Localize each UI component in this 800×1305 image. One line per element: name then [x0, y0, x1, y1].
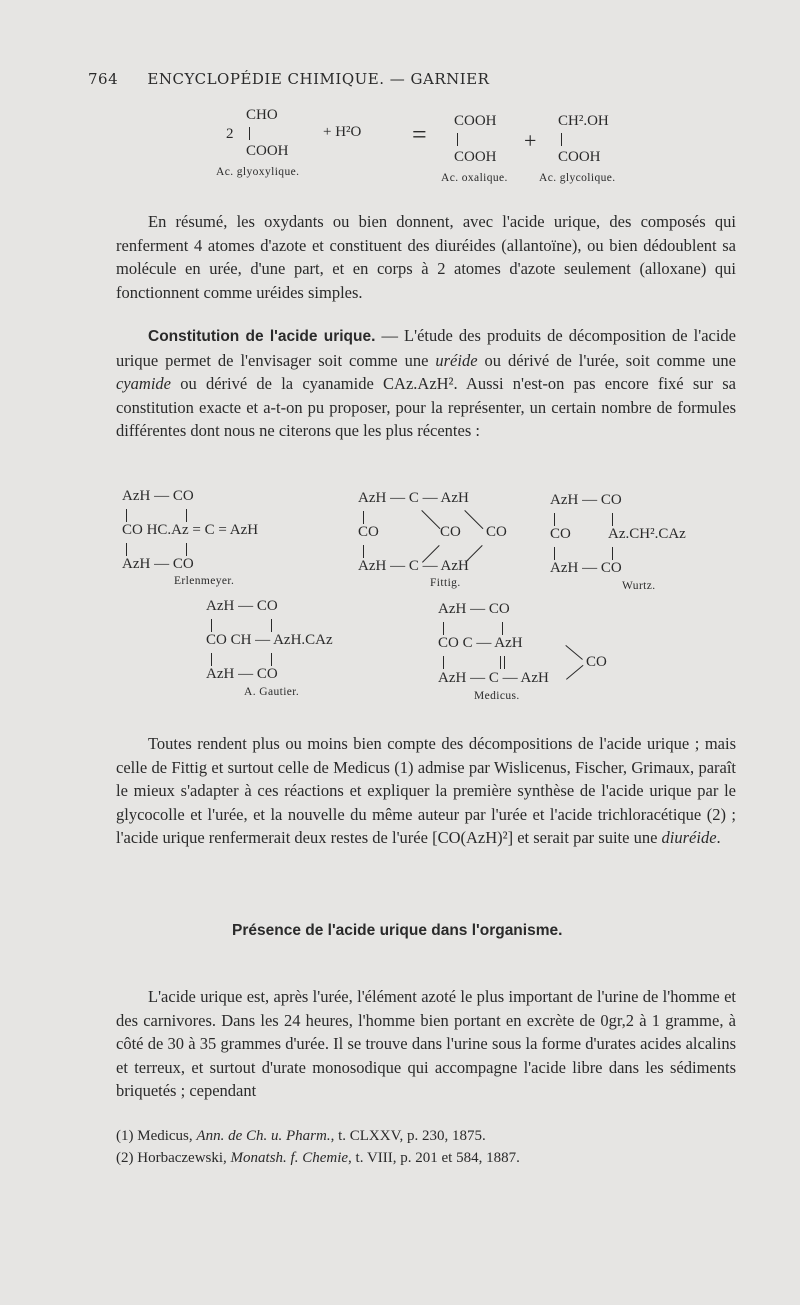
bond	[211, 653, 212, 666]
section-title: Présence de l'acide urique dans l'organisme.	[232, 922, 563, 939]
bond	[464, 510, 483, 529]
bond	[186, 543, 187, 556]
constitution-heading: Constitution de l'acide urique.	[148, 328, 376, 345]
bond	[443, 656, 444, 669]
paragraph-decompositions: Toutes rendent plus ou moins bien compte des décompositions de l'acide urique ; mais celle de Fittig et surtout celle de Medicus (1) admise par Wislicenus, Fischer, Grimaux, paraît le mieux s'adapter à ces réactions et expliquer la première synthèse de l'acide urique par le glycocolle et l'urée, et la nouvelle du même auteur par l'urée et l'acide trichloracétique (2) ; l'acide urique renfermerait deux restes de l'urée [CO(AzH)²] et serait par suite une diuréide.	[116, 734, 736, 847]
bond	[126, 543, 127, 556]
bond	[211, 619, 212, 632]
book-page: 764 ENCYCLOPÉDIE CHIMIQUE. — GARNIER 2 CHO COOH + H²O = COOH COOH + CH².OH COOH Ac. glyoxylique. Ac. oxalique. Ac. glycolique. En résumé, les oxydants ou bien donnent, avec l'acide urique, des composés qui renferment 4 atomes d'azote et constituent des diuréides (allantoïne), ou bien dédoublent sa molécule en urée, d'une part, et en corps à 2 atomes d'azote seulement (alloxane) qui fonctionnent comme uréides simples. Constitution de l'acide urique. — L'étude des produits de décomposition de l'acide urique permet de l'envisager soit comme une uréide ou dérivé de l'urée, soit comme une cyamide ou dérivé de la cyanamide CAz.AzH². Aussi n'est-on pas encore fixé sur sa constitution exacte et a-t-on pu proposer, pour la représenter, un certain nombre de formules différentes dont nous ne citerons que les plus récentes : AzH — CO CO HC.Az = C = AzH AzH — CO Erlenmeyer. AzH — C — AzH CO CO CO AzH — C — AzH Fittig. AzH — CO CO Az.CH².CAz AzH — CO Wurtz. AzH — CO CO CH — AzH.CAz AzH — CO A. Gautier. AzH — CO CO C — AzH AzH — C — AzH CO Medicus. Toutes rendent plus ou moins bien compte des décompositions de l'acide urique ; mais celle de Fittig et surtout celle de Medicus (1) admise par Wislicenus, Fischer, Grimaux, paraît le mieux s'adapter à ces réactions et expliquer la première synthèse de l'acide urique par le glycocolle et l'urée, et la nouvelle du même auteur par l'urée et l'acide trichloracétique (2) ; l'acide urique renfermerait deux restes de l'urée [CO(AzH)²] et serait par suite une diuréide. Présence de l'acide urique dans l'organisme. L'acide urique est, après l'urée, l'élément azoté le plus important de l'urine de l'homme et des carnivores. Dans les 24 heures, l'homme bien portant en excrète de 0gr,2 à 1 gramme, à côté de 30 à 35 grammes d'urée. Il se trouve dans l'urine sous la forme d'urates acides alcalins et terreux, et surtout d'urate monosodique qui accompagne l'acide libre dans les sédiments briquetés ; cependant (1) Medicus, Ann. de Ch. u. Pharm., t. CLXXV, p. 230, 1875. (2) Horbaczewski, Monatsh. f. Chemie, t. VIII, p. 201 et 584, 1887.	[88, 70, 737, 1166]
bond	[561, 133, 562, 146]
bond	[271, 619, 272, 632]
bond	[554, 513, 555, 526]
bond	[554, 547, 555, 560]
eq-plus-water: + H²O	[323, 124, 362, 140]
bond	[443, 622, 444, 635]
running-title: ENCYCLOPÉDIE CHIMIQUE. — GARNIER	[147, 70, 490, 88]
caption-glyoxylic: Ac. glyoxylique.	[216, 166, 300, 178]
caption-wurtz: Wurtz.	[622, 580, 656, 592]
bond	[504, 656, 505, 669]
eq-plus: +	[524, 128, 537, 153]
running-header	[88, 70, 489, 88]
bond	[457, 133, 458, 146]
bond	[363, 545, 364, 558]
footnote-2: (2) Horbaczewski, Monatsh. f. Chemie, t. VIII, p. 201 et 584, 1887.	[116, 1150, 520, 1166]
eq-equals: =	[412, 120, 427, 149]
eq-c-top: CH².OH	[558, 113, 609, 129]
bond	[126, 509, 127, 522]
caption-erlenmeyer: Erlenmeyer.	[174, 575, 235, 587]
bond	[612, 513, 613, 526]
bond	[612, 547, 613, 560]
caption-medicus: Medicus.	[474, 690, 520, 702]
bond	[566, 665, 583, 680]
paragraph-summary: En résumé, les oxydants ou bien donnent, avec l'acide urique, des composés qui renferment 4 atomes d'azote et constituent des diuréides (allantoïne), ou bien dédoublent sa molécule en urée, d'une part, et en corps à 2 atomes d'azote seulement (alloxane) qui fonctionnent comme uréides simples.	[116, 212, 736, 302]
paragraph-constitution: Constitution de l'acide urique. — L'étude des produits de décomposition de l'acide urique permet de l'envisager soit comme une uréide ou dérivé de l'urée, soit comme une cyamide ou dérivé de la cyanamide CAz.AzH². Aussi n'est-on pas encore fixé sur sa constitution exacte et a-t-on pu proposer, pour la représenter, un certain nombre de formules différentes dont nous ne citerons que les plus récentes :	[116, 326, 737, 440]
caption-oxalic: Ac. oxalique.	[441, 172, 508, 184]
bond	[363, 511, 364, 524]
caption-glycolic: Ac. glycolique.	[539, 172, 616, 184]
bond	[500, 656, 501, 669]
bond	[249, 127, 250, 140]
footnote-1: (1) Medicus, Ann. de Ch. u. Pharm., t. CLXXV, p. 230, 1875.	[116, 1128, 486, 1144]
eq-coefficient: 2	[226, 126, 234, 142]
bond	[502, 622, 503, 635]
eq-b-bottom: COOH	[454, 149, 497, 165]
eq-a-top: CHO	[246, 107, 278, 123]
caption-gautier: A. Gautier.	[244, 686, 300, 698]
page-number: 764	[88, 70, 119, 88]
bond	[271, 653, 272, 666]
bond	[421, 510, 440, 529]
paragraph-organism: L'acide urique est, après l'urée, l'élément azoté le plus important de l'urine de l'homme et des carnivores. Dans les 24 heures, l'homme bien portant en excrète de 0gr,2 à 1 gramme, à côté de 30 à 35 grammes d'urée. Il se trouve dans l'urine sous la forme d'urates acides alcalins et terreux, et surtout d'urate monosodique qui accompagne l'acide libre dans les sédiments briquetés ; cependant	[116, 987, 736, 1100]
caption-fittig: Fittig.	[430, 577, 461, 589]
bond	[186, 509, 187, 522]
eq-c-bottom: COOH	[558, 149, 601, 165]
bond	[565, 645, 582, 660]
eq-b-top: COOH	[454, 113, 497, 129]
eq-a-bottom: COOH	[246, 143, 289, 159]
